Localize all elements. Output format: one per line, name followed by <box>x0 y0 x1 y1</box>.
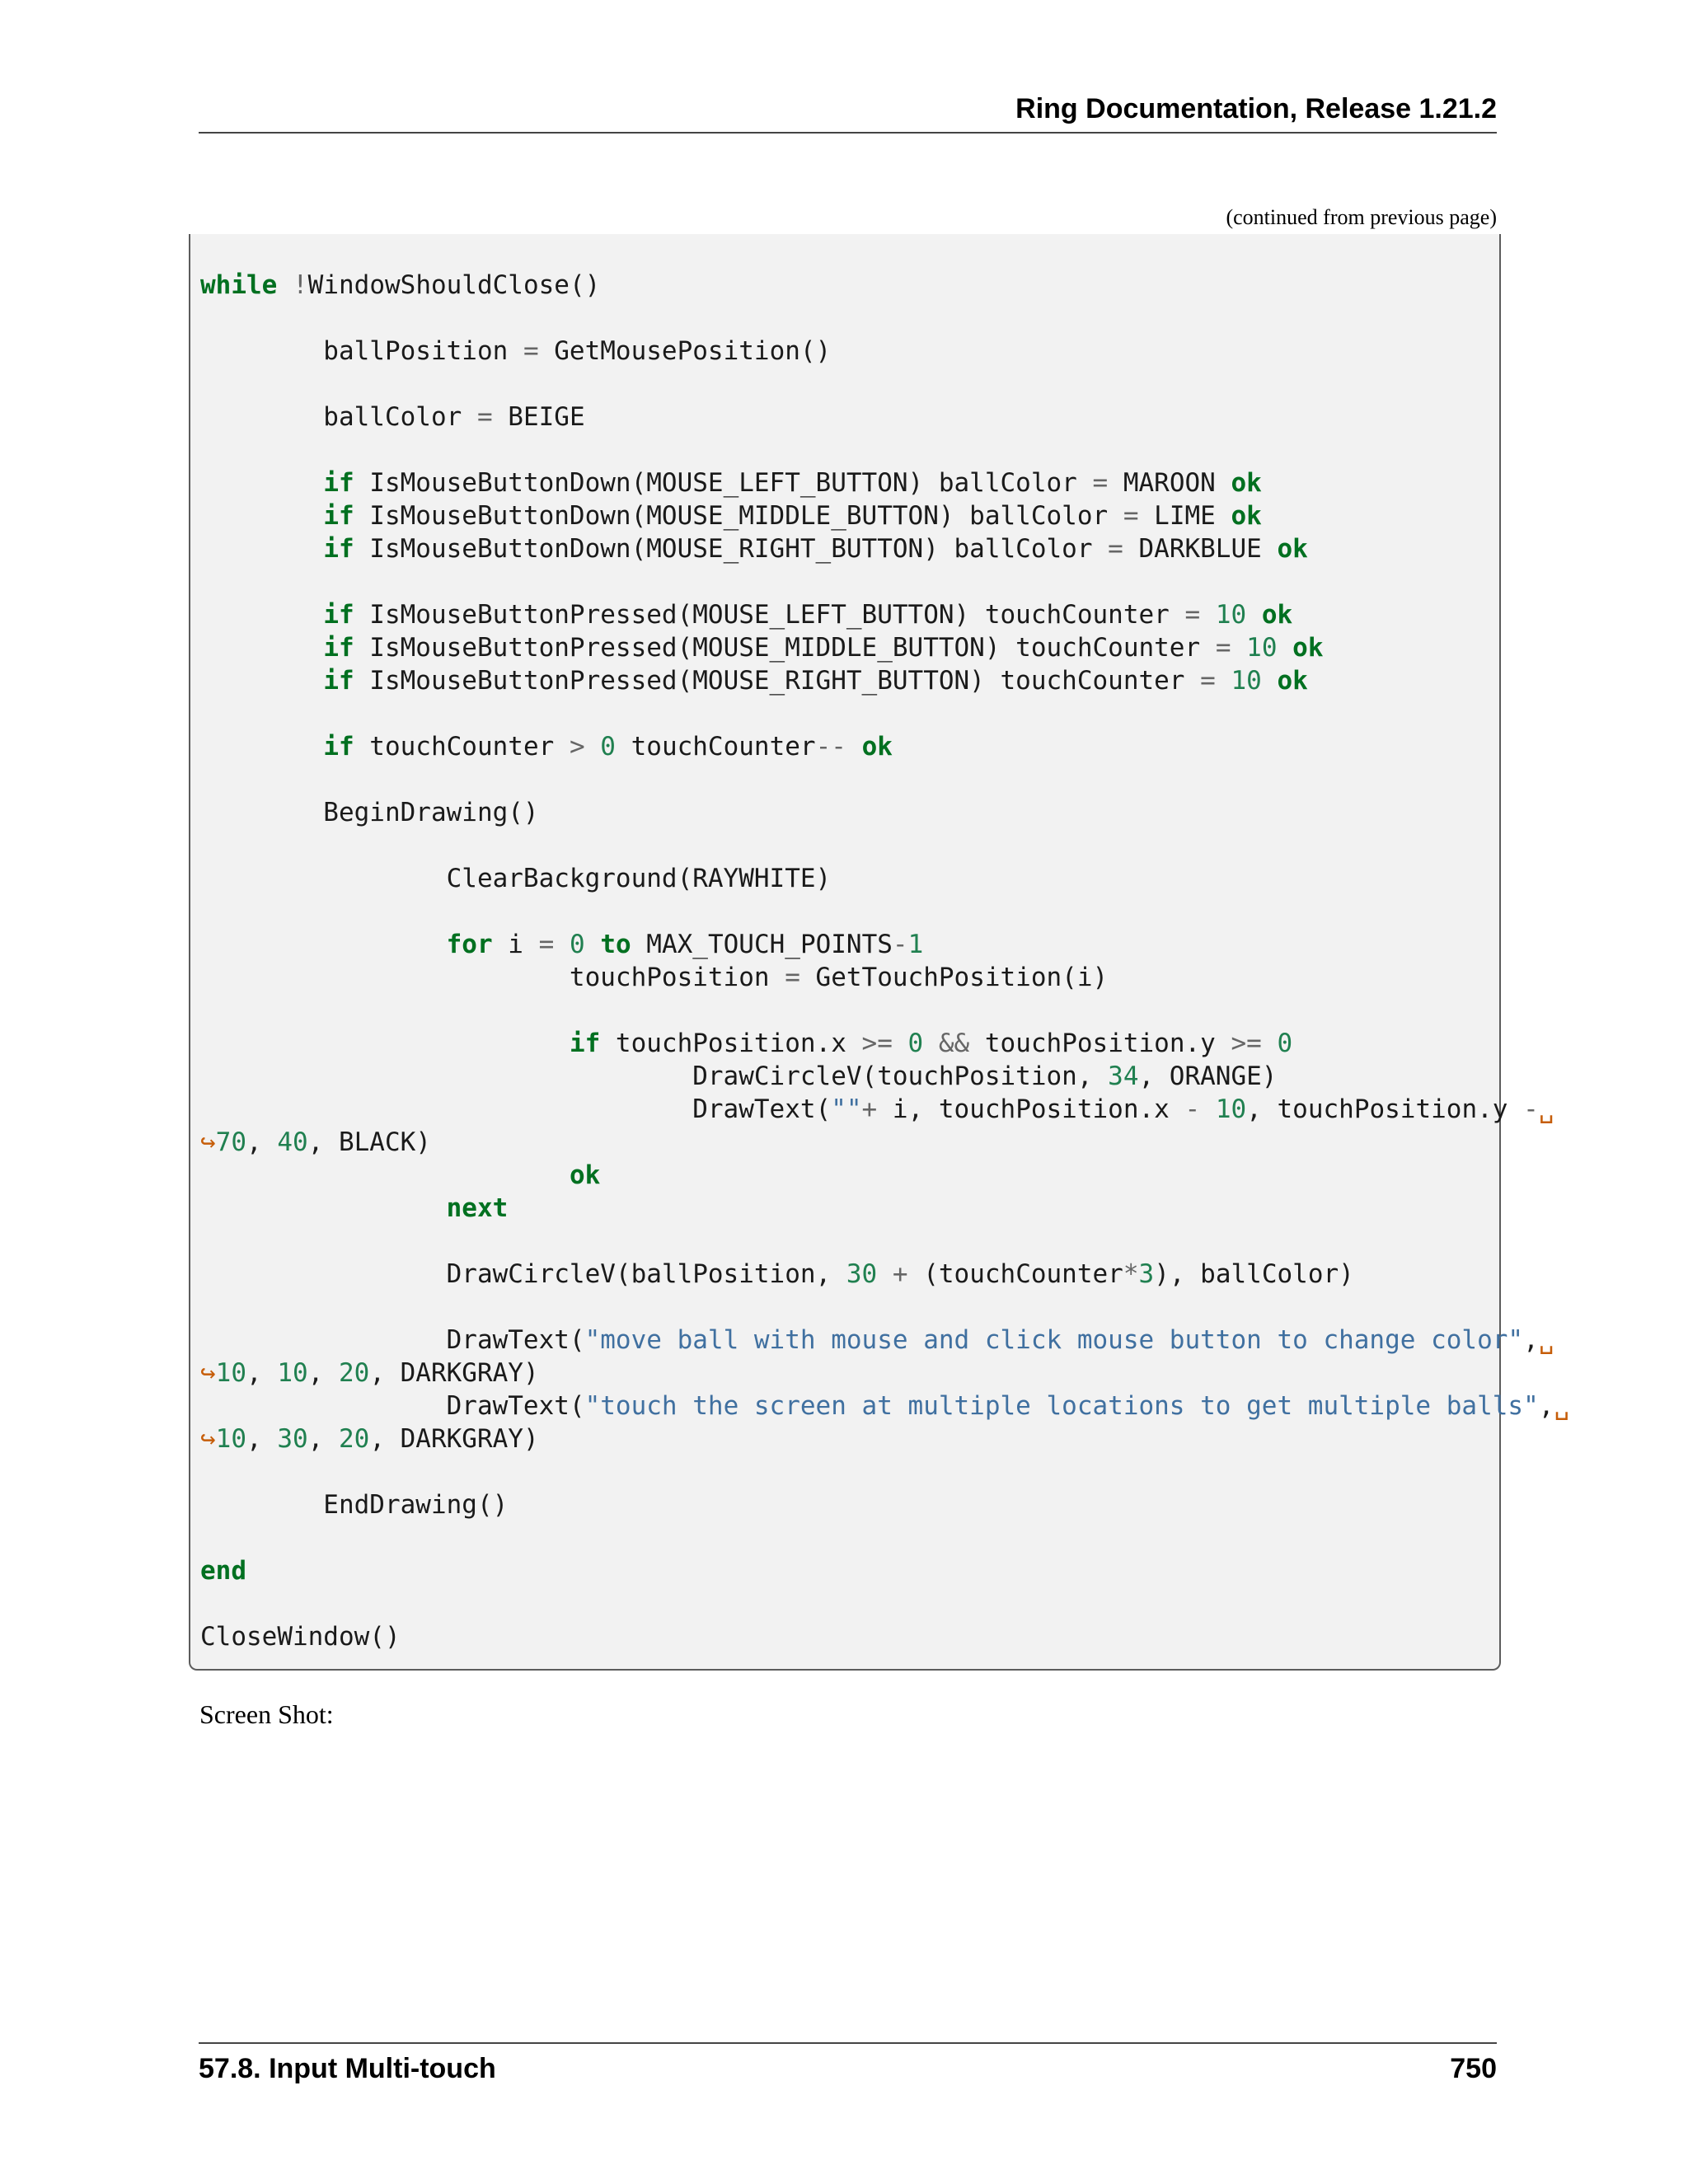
code-line: ↪70, 40, BLACK) <box>200 1127 431 1157</box>
code-line: ↪10, 10, 20, DARKGRAY) <box>200 1358 539 1388</box>
code-line: ballColor = BEIGE <box>200 402 585 432</box>
code-line <box>200 302 1569 335</box>
code-line: touchPosition = GetTouchPosition(i) <box>200 963 1109 992</box>
code-line: CloseWindow() <box>200 1622 401 1652</box>
code-line: end <box>200 1556 246 1586</box>
code-line <box>200 1587 1569 1620</box>
code-line <box>200 434 1569 466</box>
code-line: if IsMouseButtonDown(MOUSE_LEFT_BUTTON) ballColor = MAROON ok <box>323 468 1262 498</box>
code-line <box>200 1455 1569 1488</box>
code-line <box>200 829 1569 862</box>
code-line: ok <box>569 1160 601 1190</box>
code-line <box>200 1225 1569 1258</box>
code-line: DrawCircleV(touchPosition, 34, ORANGE) <box>200 1062 1278 1091</box>
screen-shot-caption: Screen Shot: <box>199 1699 334 1729</box>
code-line <box>200 895 1569 928</box>
code-line: if IsMouseButtonPressed(MOUSE_LEFT_BUTTON) touchCounter = 10 ok <box>323 600 1293 630</box>
code-line: for i = 0 to MAX_TOUCH_POINTS-1 <box>446 930 924 959</box>
page-number: 750 <box>1450 2053 1497 2084</box>
code-line: if IsMouseButtonPressed(MOUSE_RIGHT_BUTTON) touchCounter = 10 ok <box>323 666 1308 696</box>
code-line: BeginDrawing() <box>200 798 539 827</box>
code-line <box>200 994 1569 1027</box>
code-line: if touchCounter > 0 touchCounter-- ok <box>323 732 893 762</box>
code-listing <box>200 269 1569 1653</box>
code-line <box>200 1291 1569 1324</box>
code-line: DrawText("touch the screen at multiple locations to get multiple balls",␣ <box>200 1391 1570 1421</box>
footer-section-title: 57.8. Input Multi-touch <box>199 2053 496 2084</box>
code-line: EndDrawing() <box>200 1490 509 1520</box>
code-line: if IsMouseButtonDown(MOUSE_MIDDLE_BUTTON) ballColor = LIME ok <box>323 501 1262 531</box>
code-line: while !WindowShouldClose() <box>200 270 601 300</box>
code-line <box>200 1521 1569 1554</box>
code-line: ballPosition = GetMousePosition() <box>200 336 832 366</box>
code-line <box>200 368 1569 401</box>
code-line <box>200 565 1569 598</box>
code-line: DrawCircleV(ballPosition, 30 + (touchCounter*3), ballColor) <box>200 1259 1354 1289</box>
code-line: if touchPosition.x >= 0 && touchPosition.y >= 0 <box>569 1029 1293 1058</box>
code-line: next <box>446 1193 509 1223</box>
code-line: DrawText(""+ i, touchPosition.x - 10, touchPosition.y -␣ <box>200 1094 1554 1124</box>
code-line: ↪10, 30, 20, DARKGRAY) <box>200 1424 539 1454</box>
continued-note: (continued from previous page) <box>1226 205 1497 229</box>
code-line: ClearBackground(RAYWHITE) <box>200 864 832 893</box>
code-line: DrawText("move ball with mouse and click mouse button to change color",␣ <box>200 1325 1554 1355</box>
document-title: Ring Documentation, Release 1.21.2 <box>1015 93 1497 124</box>
page-footer <box>199 2042 1497 2084</box>
code-line: if IsMouseButtonPressed(MOUSE_MIDDLE_BUTTON) touchCounter = 10 ok <box>323 633 1324 663</box>
code-line: if IsMouseButtonDown(MOUSE_RIGHT_BUTTON) ballColor = DARKBLUE ok <box>323 534 1308 564</box>
code-line <box>200 697 1569 730</box>
code-block <box>189 234 1570 1671</box>
code-line <box>200 763 1569 796</box>
page-header <box>199 92 1497 134</box>
